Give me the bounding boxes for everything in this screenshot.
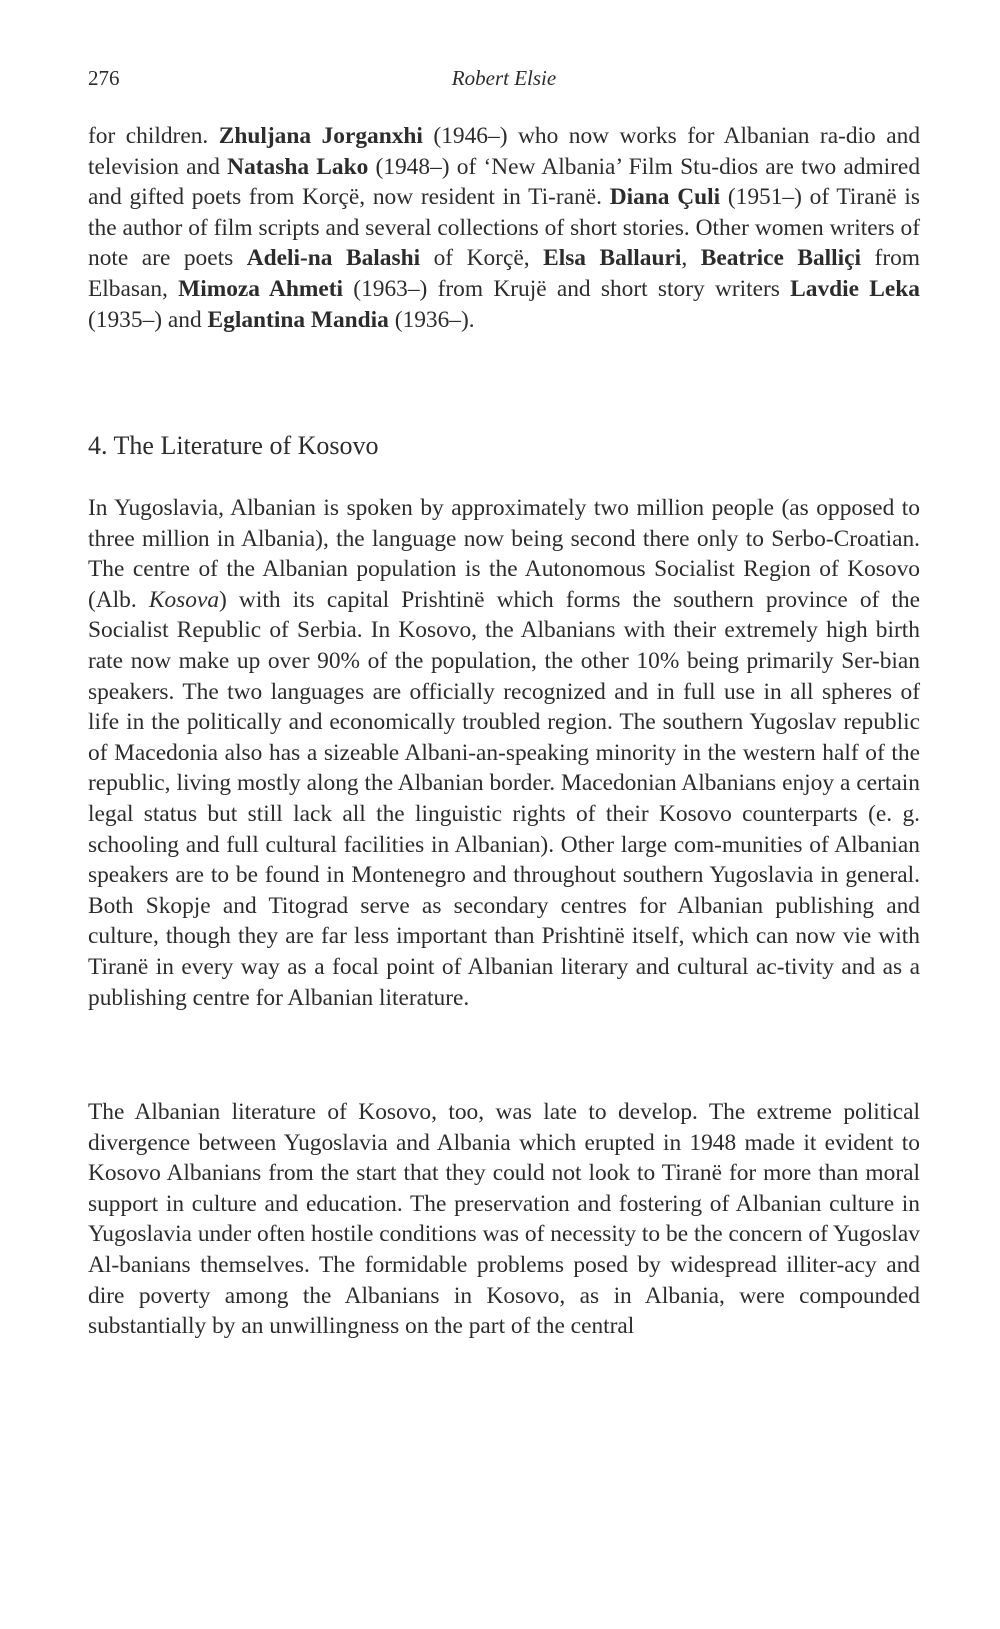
author-name: Zhuljana Jorganxhi	[218, 123, 423, 149]
author-name: Beatrice Balliçi	[700, 245, 862, 272]
text-run: (1936–).	[388, 306, 475, 333]
text-run: ) with its capital Prishtinë which forms the southern province of the Socialist Republic of Serbia. In Kosovo, the Albanians with their extremely high birth rate now make up over 90% of the population, the other 10% being primarily Ser-bian speakers. The two languages are officially recognized and in full use in all spheres of life in the politically and economically troubled region. The southern Yugoslav republic of Macedonia also has a sizeable Albani-an-speaking minority in the western half of the republic, living mostly along the Albanian border. Macedonian Albanians enjoy a certain legal status but still lack all the linguistic rights of their Kosovo counterparts (e. g. schooling and full cultural facilities in Albanian). Other large com-munities of Albanian speakers are to be found in Montenegro and throughout southern Yugoslavia in general. Both Skopje and Titograd serve as secondary centres for Albanian publishing and culture, though they are far less important than Prishtinë itself, which can now vie with Tiranë in every way as a focal point of Albanian literary and cultural ac-tivity and as a publishing centre for Albanian literature.	[88, 586, 920, 1011]
author-name: Mimoza Ahmeti	[178, 275, 344, 302]
italic-term: Kosova	[148, 586, 220, 613]
author-name: Elsa Ballauri	[543, 245, 682, 272]
paragraph-text	[88, 493, 920, 1013]
author-name: Adeli-na Balashi	[246, 245, 421, 272]
author-name: Eglantina Mandia	[207, 306, 389, 333]
page-header	[88, 66, 920, 96]
paragraph-text: The Albanian literature of Kosovo, too, was late to develop. The extreme political divergence between Yugoslavia and Albania which erupted in 1948 made it evident to Kosovo Albanians from the start that they could not look to Tiranë for more than moral support in culture and education. The preservation and fostering of Albanian culture in Yugoslavia under often hostile conditions was of necessity to be the concern of Yugoslav Al-banians themselves. The formidable problems posed by widespread illiter-acy and dire poverty among the Albanians in Kosovo, as in Albania, were compounded substantially by an unwillingness on the part of the central	[88, 1099, 920, 1340]
author-name: Natasha Lako	[227, 153, 369, 180]
author-name: Lavdie Leka	[790, 275, 920, 302]
text-run: ,	[681, 245, 701, 272]
running-head-author: Robert Elsie	[451, 66, 557, 90]
page-number: 276	[88, 66, 120, 90]
text-run: (1963–) from Krujë and short story writers	[343, 275, 791, 302]
text-run: In Yugoslavia, Albanian is spoken by approximately two million people (as opposed to three million in Albania), the language now being second there only to Serbo-Croatian. The centre of the Albanian population is the Autonomous Socialist Region of Kosovo (Alb.	[88, 495, 920, 613]
paragraph-kosovo-literature	[88, 1097, 920, 1342]
text-run: for children.	[88, 123, 219, 149]
paragraph-women-writers	[88, 121, 920, 335]
text-run: of Korçë,	[420, 245, 544, 272]
paragraph-text	[88, 121, 920, 335]
section-heading: 4. The Literature of Kosovo	[88, 431, 379, 460]
text-run: (1951–) of Tiranë is the author of film scripts and several collections of short stories. Other women writers of note are poets	[88, 184, 920, 272]
paragraph-yugoslavia	[88, 493, 920, 1013]
text-run: from Elbasan,	[88, 245, 921, 302]
author-name: Diana Çuli	[609, 184, 721, 211]
text-run: (1946–) who now works for Albanian ra-dio and television and	[88, 123, 921, 180]
text-run: (1948–) of ‘New Albania’ Film Stu-dios are two admired and gifted poets from Korçë, now resident in Ti-ranë.	[88, 153, 921, 211]
text-run: (1935–) and	[88, 306, 208, 333]
